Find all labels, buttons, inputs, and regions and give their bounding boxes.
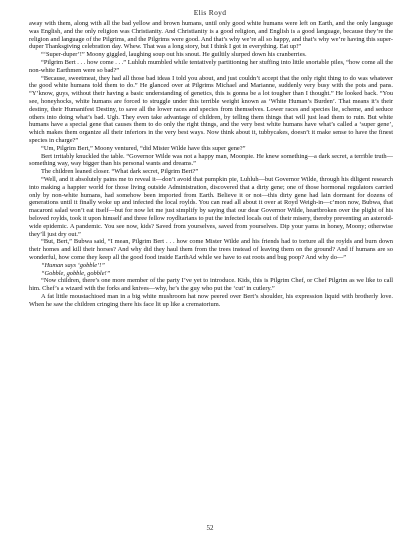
- paragraph: away with them, along with all the bad yellow and brown humans, until only good white humans were left on Earth, and the only language was English, and the only religion was Christianity. And Christianity is a good religion, and English is a good language, because they’re the religion and language of the Pilgrims, and the Pilgrims were good. And that’s why we’re all so happy, and that’s why we’re having this super-duper Thanksgiving celebration day. Whew. That was a long story, but I think I got in everything. Eat up!”: [29, 20, 393, 51]
- paragraph: “‘Super-duper’!” Moony giggled, laughing soup out his snout. He guiltily slurped down his cranberries.: [41, 51, 307, 59]
- paragraph: “Well, and it absolutely pains me to reveal it—don’t avoid that pumpkin pie, Luhluh—but Governor Wilde, through his diligent research into making a happier world for those living outside Administration, discovered that a dirty gene; one of those hormonal regulators carried only by non-white humans, had somehow been imported from Earth. Believe it or not—this dirty gene had lain dormant for dozens of generations until it finally woke up and infected the local roylds. You can read all about it over at Royd Weigh-in—c’mon now, Bubwa, that macaroni salad won’t eat itself—but for now let me just simplify by saying that our dear Governor Wilde, heartbroken over the plight of his beloved roylds, took it upon himself and three fellow roydltarians to put the infected locals out of their misery, thereby preventing an asteroid-wide epidemic. A pandemic. You see now, kids? Saved from yourselves, saved from yourselves. Dip your yams in honey, Moony; otherwise they’ll just dry out.”: [29, 175, 393, 238]
- running-header: Elis Royd: [193, 8, 227, 17]
- paragraph: “Now children, there’s one more member of the party I’ve yet to introduce. Kids, this is Pilgrim Chef, or Chef Pilgrim as we like to call him. Chef’s a wizard with the forks and knives—why, he’s the guy who put the ‘cut’ in cutlery.”: [29, 277, 393, 293]
- paragraph: “But, Bert,” Bubwa said, “I mean, Pilgrim Bert . . . how come Mister Wilde and his friends had to torture all the roylds and burn down their homes and kill their horses? And why did they haul them from the trees instead of leaving them on the ground? And if humans are so wonderful, how come they keep all the good food inside EarthAd while we have to eat roots and bug poop? And why do—”: [29, 238, 393, 261]
- paragraph: “Pilgrim Bert . . . how come . . .” Luhluh mumbled while tentatively partitioning her stuffing into little snortable piles, “how come all the non-white Earthmen were so bad?”: [29, 58, 393, 74]
- page-number: 52: [206, 524, 214, 532]
- paragraph: Bert irritably knuckled the table. “Governor Wilde was not a happy man, Moonpie. He knew something—a dark secret, a terrible truth—something way, way bigger than his personal wants and dreams.”: [29, 152, 393, 168]
- paragraph: A fat little moustachioed man in a big white mushroom hat now peered over Bert’s shoulder, his expression liquid with brotherly love. When he saw the children cringing there his face lit up like a crematorium.: [29, 292, 393, 308]
- paragraph-italic: “Human says ‘gobble’!”: [41, 261, 105, 269]
- paragraph-italic: “Gobble, gobble, gobble!”: [41, 269, 111, 277]
- paragraph: “Um, Pilgrim Bert,” Moony ventured, “did Mister Wilde have this super gene?”: [41, 144, 246, 152]
- paragraph: “Because, sweetmeat, they had all those bad ideas I told you about, and just couldn’t accept that the only right thing to do was whatever the good white humans told them to do.” He glanced over at Pilgrims Michael and Marianne, suddenly very busy with the pots and pans. “Y’know, guys, without their having a basic understanding of genetics, this is gonna be a lot tougher than I thought.” He looked back. “You see, honeyhocks, white humans are forced to struggle under this terrible weight known as ‘White Human’s Burden’. That means it’s their destiny, their Humanifest Destiny, to save all the lower races and species from themselves. Lower races and species lie, scheme, and seduce others into doing what’s bad. Ugh. They even take advantage of children, by telling them things that will just lead them to ruin. But white humans have a special gene that causes them to do only the right things, and the very best white humans have what’s called a ‘super gene’, which makes them organize all their inferiors in the very best ways. Now think about it, tubbycakes, doesn’t it make sense to have the finest species in charge?”: [29, 74, 393, 144]
- paragraph: The children leaned closer. “What dark secret, Pilgrim Bert?”: [41, 168, 199, 176]
- page-body-text: [29, 20, 393, 520]
